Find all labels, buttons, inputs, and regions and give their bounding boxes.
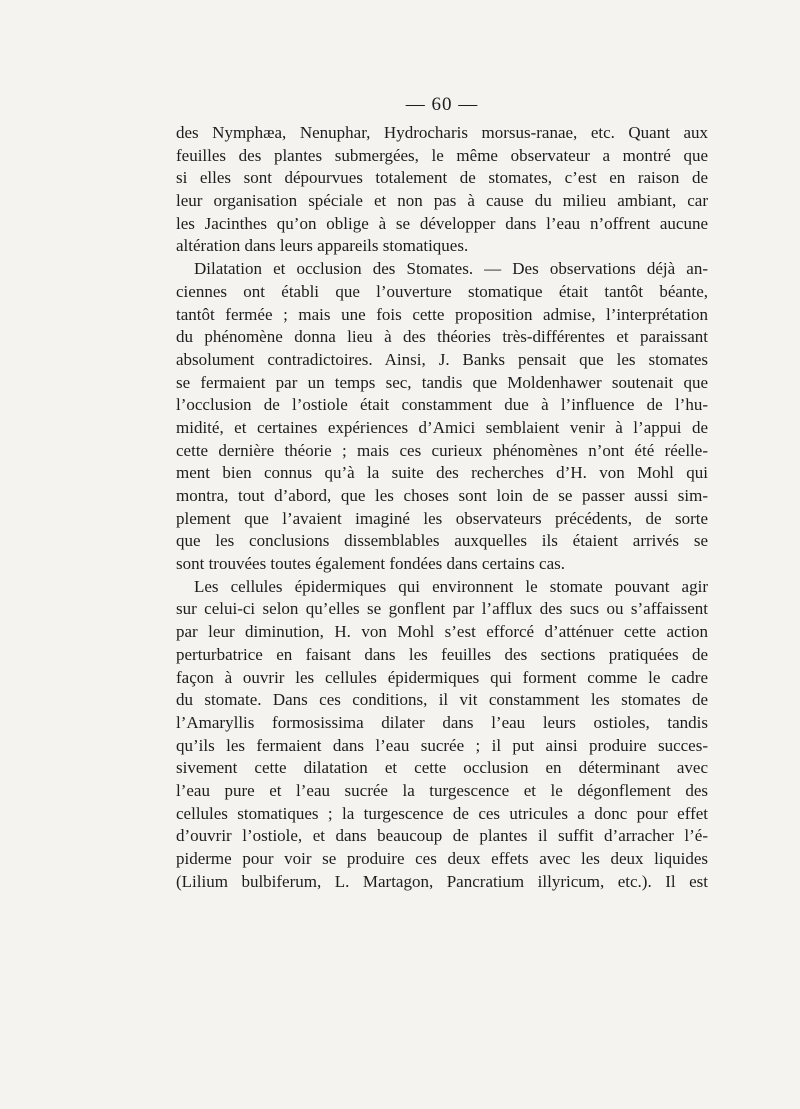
text-line: cellules stomatiques ; la turgescence de ces utricules a donc pour effet bbox=[176, 803, 708, 823]
page-number: — 60 — bbox=[405, 94, 479, 115]
text-line: l’Amaryllis formosissima dilater dans l’eau leurs ostioles, tandis bbox=[176, 712, 708, 732]
text-line: se fermaient par un temps sec, tandis que Moldenhawer soutenait que bbox=[176, 372, 708, 392]
text-line: feuilles des plantes submergées, le même observateur a montré que bbox=[176, 145, 708, 165]
text-line: par leur diminution, H. von Mohl s’est efforcé d’atténuer cette action bbox=[176, 622, 708, 642]
text-line: façon à ouvrir les cellules épidermiques qui forment comme le cadre bbox=[176, 667, 708, 687]
text-line: sont trouvées toutes également fondées dans certains cas. bbox=[176, 554, 565, 574]
text-line: l’occlusion de l’ostiole était constamment due à l’influence de l’hu- bbox=[176, 395, 708, 415]
text-line: d’ouvrir l’ostiole, et dans beaucoup de plantes il suffit d’arracher l’é- bbox=[176, 826, 708, 846]
text-line: cette dernière théorie ; mais ces curieux phénomènes n’ont été réelle- bbox=[176, 440, 708, 460]
text-line: l’eau pure et l’eau sucrée la turgescence et le dégonflement des bbox=[176, 780, 708, 800]
text-line: les Jacinthes qu’on oblige à se développer dans l’eau n’offrent aucune bbox=[176, 213, 708, 233]
text-line: perturbatrice en faisant dans les feuilles des sections pratiquées de bbox=[176, 644, 708, 664]
text-line: des Nymphæa, Nenuphar, Hydrocharis morsus-ranae, etc. Quant aux bbox=[176, 123, 708, 142]
text-line: sivement cette dilatation et cette occlusion en déterminant avec bbox=[176, 758, 708, 778]
text-line: ment bien connus qu’à la suite des recherches d’H. von Mohl qui bbox=[176, 463, 708, 483]
text-line: altération dans leurs appareils stomatiques. bbox=[176, 236, 469, 256]
text-line: Les cellules épidermiques qui environnent le stomate pouvant agir bbox=[194, 576, 708, 596]
text-line: montra, tout d’abord, que les choses sont loin de se passer aussi sim- bbox=[176, 486, 708, 505]
text-line: plement que l’avaient imaginé les observateurs précédents, de sorte bbox=[176, 508, 708, 528]
text-line: qu’ils les fermaient dans l’eau sucrée ; il put ainsi produire succes- bbox=[176, 735, 708, 755]
text-line: du stomate. Dans ces conditions, il vit constamment les stomates de bbox=[176, 690, 708, 710]
text-line: piderme pour voir se produire ces deux effets avec les deux liquides bbox=[176, 849, 708, 868]
text-line: sur celui-ci selon qu’elles se gonflent par l’afflux des sucs ou s’affaissent bbox=[176, 599, 708, 619]
text-line: si elles sont dépourvues totalement de stomates, c’est en raison de bbox=[176, 168, 708, 188]
text-line: leur organisation spéciale et non pas à cause du milieu ambiant, car bbox=[176, 191, 708, 211]
text-line: midité, et certaines expériences d’Amici semblaient venir à l’appui de bbox=[176, 417, 708, 437]
text-line: ciennes ont établi que l’ouverture stomatique était tantôt béante, bbox=[176, 281, 708, 301]
body-text bbox=[176, 122, 708, 893]
section-heading-line: Dilatation et occlusion des Stomates. — Des observations déjà an- bbox=[194, 259, 708, 279]
text-line: (Lilium bulbiferum, L. Martagon, Pancratium illyricum, etc.). Il est bbox=[176, 871, 708, 891]
text-line: du phénomène donna lieu à des théories très-différentes et paraissant bbox=[176, 327, 708, 347]
text-line: que les conclusions dissemblables auxquelles ils étaient arrivés se bbox=[176, 531, 708, 551]
text-line: tantôt fermée ; mais une fois cette proposition admise, l’interprétation bbox=[176, 304, 708, 324]
text-line: absolument contradictoires. Ainsi, J. Banks pensait que les stomates bbox=[176, 349, 708, 369]
